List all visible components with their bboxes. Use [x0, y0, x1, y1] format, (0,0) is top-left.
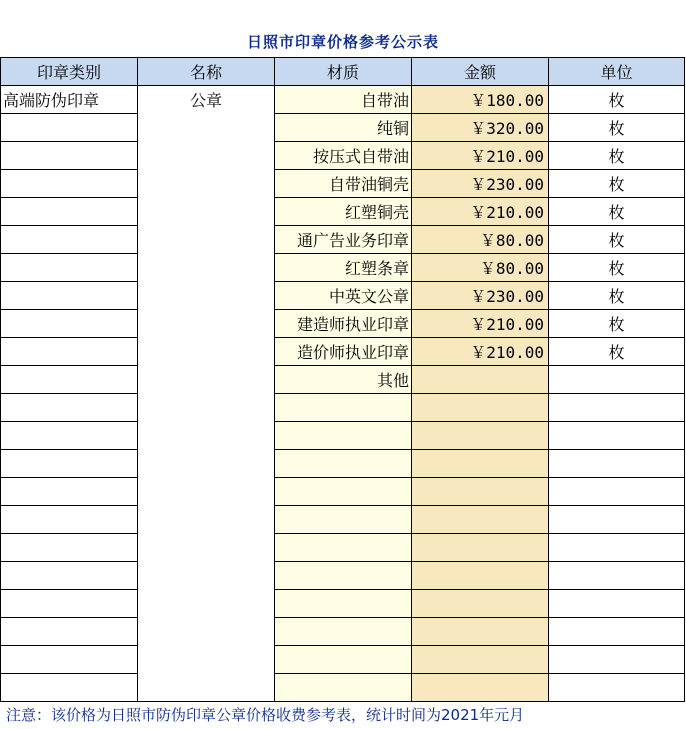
cell-unit: 枚: [549, 142, 685, 170]
cell-category: [1, 422, 138, 450]
cell-category: [1, 590, 138, 618]
cell-name: 公章: [138, 86, 275, 702]
cell-unit: [549, 646, 685, 674]
cell-category: [1, 170, 138, 198]
cell-amount: [412, 646, 549, 674]
cell-unit: 枚: [549, 310, 685, 338]
table-row: [1, 590, 685, 618]
table-row: [1, 478, 685, 506]
cell-category: [1, 366, 138, 394]
cell-amount: [412, 366, 549, 394]
cell-unit: 枚: [549, 226, 685, 254]
cell-category: [1, 646, 138, 674]
table-row: [1, 226, 685, 254]
cell-unit: 枚: [549, 114, 685, 142]
cell-unit: [549, 674, 685, 702]
cell-amount: [412, 562, 549, 590]
cell-unit: [549, 422, 685, 450]
header-material: 材质: [275, 58, 412, 86]
cell-category: [1, 226, 138, 254]
header-amount: 金额: [412, 58, 549, 86]
cell-category: [1, 254, 138, 282]
cell-amount: [412, 450, 549, 478]
cell-category: [1, 114, 138, 142]
cell-material: [275, 590, 412, 618]
cell-unit: 枚: [549, 170, 685, 198]
cell-unit: 枚: [549, 86, 685, 114]
cell-material: [275, 534, 412, 562]
cell-category: [1, 394, 138, 422]
cell-category: 高端防伪印章: [1, 86, 138, 114]
cell-unit: [549, 394, 685, 422]
cell-unit: 枚: [549, 282, 685, 310]
cell-category: [1, 674, 138, 702]
cell-category: [1, 618, 138, 646]
table-row: [1, 338, 685, 366]
table-row: [1, 86, 685, 114]
cell-amount: [412, 534, 549, 562]
page-title: 日照市印章价格参考公示表: [246, 33, 439, 51]
header-name: 名称: [138, 58, 275, 86]
table-row: [1, 142, 685, 170]
cell-material: 其他: [275, 366, 412, 394]
table-row: [1, 506, 685, 534]
cell-amount: ￥320.00: [412, 114, 549, 142]
cell-material: 自带油铜壳: [275, 170, 412, 198]
cell-category: [1, 562, 138, 590]
cell-amount: ￥80.00: [412, 254, 549, 282]
cell-unit: [549, 366, 685, 394]
cell-amount: [412, 590, 549, 618]
table-body: [1, 86, 685, 702]
cell-material: 自带油: [275, 86, 412, 114]
cell-amount: [412, 506, 549, 534]
cell-amount: [412, 478, 549, 506]
table-row: [1, 310, 685, 338]
cell-material: [275, 618, 412, 646]
cell-material: 按压式自带油: [275, 142, 412, 170]
cell-unit: [549, 478, 685, 506]
cell-material: [275, 422, 412, 450]
table-row: [1, 170, 685, 198]
cell-amount: ￥210.00: [412, 142, 549, 170]
cell-amount: [412, 618, 549, 646]
header-unit: 单位: [549, 58, 685, 86]
cell-unit: [549, 618, 685, 646]
cell-amount: ￥180.00: [412, 86, 549, 114]
cell-category: [1, 310, 138, 338]
cell-amount: ￥210.00: [412, 310, 549, 338]
cell-category: [1, 282, 138, 310]
cell-material: [275, 506, 412, 534]
cell-material: 中英文公章: [275, 282, 412, 310]
cell-category: [1, 506, 138, 534]
cell-material: 建造师执业印章: [275, 310, 412, 338]
table-row: [1, 114, 685, 142]
cell-material: 红塑铜壳: [275, 198, 412, 226]
cell-amount: [412, 422, 549, 450]
cell-material: [275, 450, 412, 478]
cell-amount: ￥80.00: [412, 226, 549, 254]
table-row: [1, 646, 685, 674]
table-row: [1, 254, 685, 282]
cell-material: [275, 646, 412, 674]
price-table: [0, 57, 685, 702]
table-row: [1, 562, 685, 590]
table-row: [1, 422, 685, 450]
cell-category: [1, 534, 138, 562]
cell-category: [1, 450, 138, 478]
header-category: 印章类别: [1, 58, 138, 86]
cell-unit: [549, 506, 685, 534]
cell-unit: 枚: [549, 254, 685, 282]
table-row: [1, 198, 685, 226]
table-row: [1, 366, 685, 394]
cell-material: 造价师执业印章: [275, 338, 412, 366]
cell-category: [1, 198, 138, 226]
cell-unit: [549, 450, 685, 478]
table-row: [1, 674, 685, 702]
table-row: [1, 534, 685, 562]
cell-category: [1, 478, 138, 506]
cell-material: [275, 562, 412, 590]
table-row: [1, 618, 685, 646]
table-header-row: [1, 58, 685, 86]
cell-unit: 枚: [549, 198, 685, 226]
cell-amount: ￥230.00: [412, 170, 549, 198]
cell-unit: 枚: [549, 338, 685, 366]
cell-amount: ￥210.00: [412, 338, 549, 366]
cell-material: 通广告业务印章: [275, 226, 412, 254]
cell-unit: [549, 590, 685, 618]
cell-material: 红塑条章: [275, 254, 412, 282]
cell-material: [275, 674, 412, 702]
cell-unit: [549, 562, 685, 590]
table-row: [1, 450, 685, 478]
cell-amount: ￥230.00: [412, 282, 549, 310]
table-row: [1, 282, 685, 310]
cell-amount: ￥210.00: [412, 198, 549, 226]
cell-material: 纯铜: [275, 114, 412, 142]
cell-amount: [412, 674, 549, 702]
cell-amount: [412, 394, 549, 422]
cell-category: [1, 338, 138, 366]
cell-unit: [549, 534, 685, 562]
cell-category: [1, 142, 138, 170]
cell-material: [275, 394, 412, 422]
cell-material: [275, 478, 412, 506]
table-row: [1, 394, 685, 422]
footnote: 注意：该价格为日照市防伪印章公章价格收费参考表，统计时间为2021年元月: [6, 706, 525, 724]
